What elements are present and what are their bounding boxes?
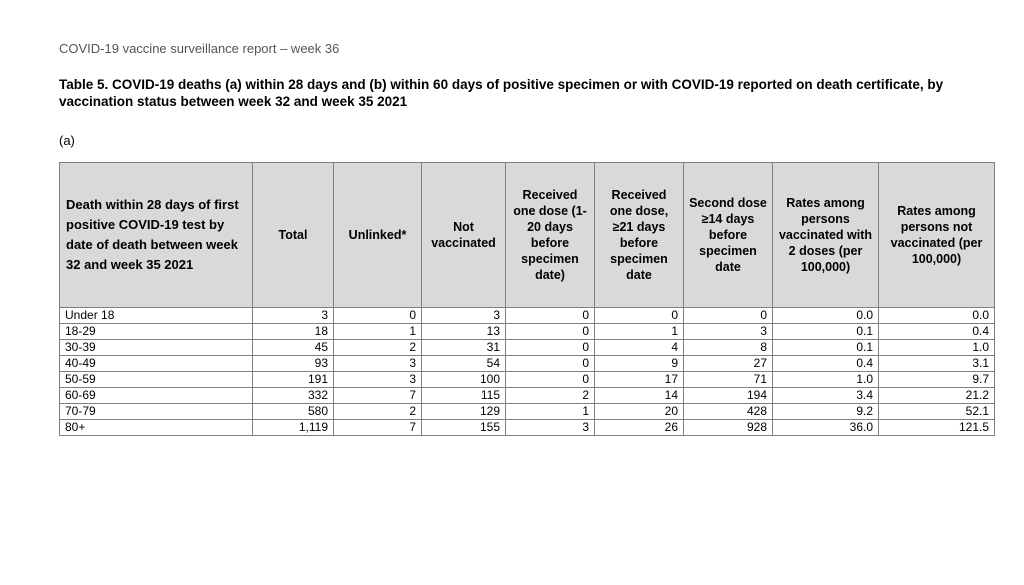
cell-not-vaccinated: 13 [422, 324, 506, 340]
cell-not-vaccinated: 129 [422, 404, 506, 420]
table-part-label: (a) [59, 133, 75, 148]
cell-second-dose: 71 [684, 372, 773, 388]
cell-one-dose-1-20-days: 0 [506, 340, 595, 356]
column-header-not-vaccinated: Not vaccinated [422, 163, 506, 308]
cell-one-dose-1-20-days: 1 [506, 404, 595, 420]
cell-total: 332 [253, 388, 334, 404]
cell-rate-not-vaccinated: 0.4 [879, 324, 995, 340]
cell-rate-not-vaccinated: 21.2 [879, 388, 995, 404]
column-header-age-group: Death within 28 days of first positive COVID-19 test by date of death between week 32 and week 35 2021 [60, 163, 253, 308]
cell-age-group: 80+ [60, 420, 253, 436]
cell-age-group: 50-59 [60, 372, 253, 388]
column-header-total: Total [253, 163, 334, 308]
cell-second-dose: 3 [684, 324, 773, 340]
cell-one-dose-21-days: 4 [595, 340, 684, 356]
cell-second-dose: 27 [684, 356, 773, 372]
cell-not-vaccinated: 115 [422, 388, 506, 404]
cell-unlinked: 7 [334, 388, 422, 404]
cell-unlinked: 2 [334, 340, 422, 356]
table-row [60, 356, 995, 372]
cell-rate-not-vaccinated: 1.0 [879, 340, 995, 356]
deaths-table [59, 162, 995, 436]
cell-unlinked: 0 [334, 308, 422, 324]
table-row [60, 404, 995, 420]
cell-unlinked: 7 [334, 420, 422, 436]
cell-rate-vaccinated: 36.0 [773, 420, 879, 436]
cell-second-dose: 0 [684, 308, 773, 324]
cell-rate-not-vaccinated: 52.1 [879, 404, 995, 420]
cell-rate-vaccinated: 9.2 [773, 404, 879, 420]
table-row [60, 388, 995, 404]
table-row [60, 372, 995, 388]
cell-one-dose-21-days: 26 [595, 420, 684, 436]
cell-one-dose-1-20-days: 3 [506, 420, 595, 436]
cell-second-dose: 8 [684, 340, 773, 356]
cell-not-vaccinated: 155 [422, 420, 506, 436]
table-row [60, 308, 995, 324]
cell-one-dose-21-days: 14 [595, 388, 684, 404]
cell-rate-not-vaccinated: 121.5 [879, 420, 995, 436]
cell-one-dose-1-20-days: 2 [506, 388, 595, 404]
cell-one-dose-1-20-days: 0 [506, 308, 595, 324]
cell-rate-not-vaccinated: 9.7 [879, 372, 995, 388]
cell-age-group: Under 18 [60, 308, 253, 324]
cell-rate-vaccinated: 0.1 [773, 340, 879, 356]
cell-second-dose: 428 [684, 404, 773, 420]
cell-unlinked: 2 [334, 404, 422, 420]
table-title: Table 5. COVID-19 deaths (a) within 28 days and (b) within 60 days of positive specimen or with COVID-19 reported on death certificate, by vaccination status between week 32 and week 35 2021 [59, 77, 944, 109]
cell-unlinked: 3 [334, 372, 422, 388]
cell-one-dose-21-days: 17 [595, 372, 684, 388]
column-header-one-dose-21-days: Received one dose, ≥21 days before specimen date [595, 163, 684, 308]
running-header: COVID-19 vaccine surveillance report – week 36 [59, 41, 340, 56]
cell-one-dose-1-20-days: 0 [506, 324, 595, 340]
cell-rate-not-vaccinated: 3.1 [879, 356, 995, 372]
cell-rate-vaccinated: 3.4 [773, 388, 879, 404]
column-header-unlinked: Unlinked* [334, 163, 422, 308]
cell-one-dose-21-days: 20 [595, 404, 684, 420]
cell-age-group: 60-69 [60, 388, 253, 404]
cell-not-vaccinated: 54 [422, 356, 506, 372]
cell-not-vaccinated: 3 [422, 308, 506, 324]
cell-one-dose-1-20-days: 0 [506, 356, 595, 372]
cell-rate-vaccinated: 0.4 [773, 356, 879, 372]
cell-not-vaccinated: 100 [422, 372, 506, 388]
cell-second-dose: 194 [684, 388, 773, 404]
cell-not-vaccinated: 31 [422, 340, 506, 356]
cell-total: 93 [253, 356, 334, 372]
cell-age-group: 30-39 [60, 340, 253, 356]
table-row [60, 420, 995, 436]
cell-one-dose-21-days: 9 [595, 356, 684, 372]
cell-age-group: 40-49 [60, 356, 253, 372]
column-header-rate-not-vaccinated: Rates among persons not vaccinated (per 100,000) [879, 163, 995, 308]
cell-one-dose-21-days: 0 [595, 308, 684, 324]
cell-age-group: 18-29 [60, 324, 253, 340]
cell-unlinked: 1 [334, 324, 422, 340]
table-header-row [60, 163, 995, 308]
cell-age-group: 70-79 [60, 404, 253, 420]
cell-total: 580 [253, 404, 334, 420]
cell-one-dose-1-20-days: 0 [506, 372, 595, 388]
cell-rate-vaccinated: 0.0 [773, 308, 879, 324]
cell-rate-vaccinated: 0.1 [773, 324, 879, 340]
cell-rate-not-vaccinated: 0.0 [879, 308, 995, 324]
cell-one-dose-21-days: 1 [595, 324, 684, 340]
column-header-rate-vaccinated: Rates among persons vaccinated with 2 doses (per 100,000) [773, 163, 879, 308]
cell-unlinked: 3 [334, 356, 422, 372]
column-header-one-dose-1-20-days: Received one dose (1-20 days before specimen date) [506, 163, 595, 308]
cell-rate-vaccinated: 1.0 [773, 372, 879, 388]
cell-total: 191 [253, 372, 334, 388]
cell-total: 18 [253, 324, 334, 340]
cell-total: 3 [253, 308, 334, 324]
cell-total: 45 [253, 340, 334, 356]
cell-second-dose: 928 [684, 420, 773, 436]
column-header-second-dose: Second dose ≥14 days before specimen date [684, 163, 773, 308]
table-row [60, 324, 995, 340]
cell-total: 1,119 [253, 420, 334, 436]
table-body [60, 308, 995, 436]
table-row [60, 340, 995, 356]
